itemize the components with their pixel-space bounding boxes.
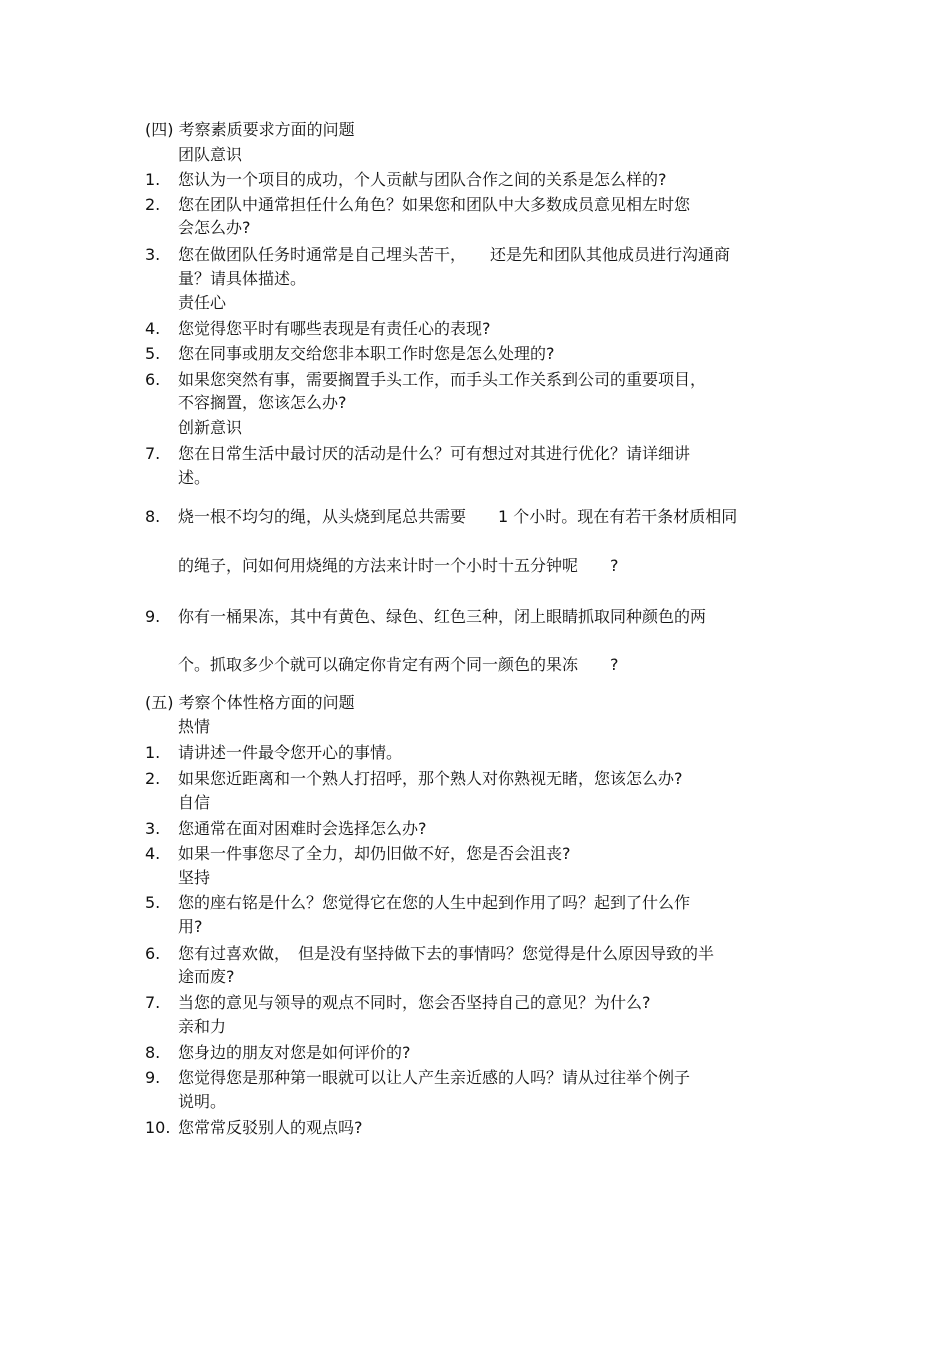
question-number: 7. bbox=[145, 993, 161, 1012]
question-number: 10. bbox=[145, 1118, 171, 1137]
subheading-responsibility: 责任心 bbox=[178, 293, 227, 312]
question-number: 2. bbox=[145, 769, 161, 788]
subheading-innovation: 创新意识 bbox=[178, 418, 243, 437]
question-text-continued: 的绳子，问如何用烧绳的方法来计时一个小时十五分钟呢 ? bbox=[178, 556, 619, 575]
question-text-continued: 途而废? bbox=[178, 967, 235, 986]
question-text: 您在团队中通常担任什么角色？如果您和团队中大多数成员意见相左时您 bbox=[178, 195, 691, 214]
question-text: 你有一桶果冻，其中有黄色、绿色、红色三种，闭上眼睛抓取同种颜色的两 bbox=[178, 607, 707, 626]
question-text: 烧一根不均匀的绳，从头烧到尾总共需要 1 个小时。现在有若干条材质相同 bbox=[178, 507, 738, 526]
section-4-title: (四) 考察素质要求方面的问题 bbox=[145, 120, 355, 139]
question-text: 如果您突然有事，需要搁置手头工作，而手头工作关系到公司的重要项目， bbox=[178, 370, 707, 389]
question-text-continued: 说明。 bbox=[178, 1092, 227, 1111]
question-text: 您的座右铭是什么？您觉得它在您的人生中起到作用了吗？起到了什么作 bbox=[178, 893, 691, 912]
question-text: 您有过喜欢做， 但是没有坚持做下去的事情吗？您觉得是什么原因导致的半 bbox=[178, 944, 715, 963]
question-text: 您在同事或朋友交给您非本职工作时您是怎么处理的? bbox=[178, 344, 555, 363]
question-number: 6. bbox=[145, 370, 161, 389]
subheading-confidence: 自信 bbox=[178, 793, 211, 812]
question-number: 1. bbox=[145, 743, 161, 762]
question-text: 如果一件事您尽了全力，却仍旧做不好，您是否会沮丧? bbox=[178, 844, 571, 863]
question-number: 3. bbox=[145, 819, 161, 838]
question-text: 您觉得您平时有哪些表现是有责任心的表现? bbox=[178, 319, 491, 338]
question-number: 8. bbox=[145, 507, 161, 526]
question-number: 5. bbox=[145, 344, 161, 363]
subheading-persistence: 坚持 bbox=[178, 868, 211, 887]
subheading-enthusiasm: 热情 bbox=[178, 717, 211, 736]
question-text: 您通常在面对困难时会选择怎么办? bbox=[178, 819, 427, 838]
question-number: 5. bbox=[145, 893, 161, 912]
question-number: 4. bbox=[145, 319, 161, 338]
question-number: 1. bbox=[145, 170, 161, 189]
question-number: 4. bbox=[145, 844, 161, 863]
question-text-continued: 会怎么办? bbox=[178, 218, 251, 237]
question-number: 7. bbox=[145, 444, 161, 463]
subheading-affinity: 亲和力 bbox=[178, 1017, 227, 1036]
question-number: 6. bbox=[145, 944, 161, 963]
question-text-continued: 用? bbox=[178, 917, 203, 936]
question-text-continued: 不容搁置，您该怎么办? bbox=[178, 393, 347, 412]
question-number: 9. bbox=[145, 1068, 161, 1087]
question-text: 当您的意见与领导的观点不同时，您会否坚持自己的意见？为什么? bbox=[178, 993, 651, 1012]
question-number: 8. bbox=[145, 1043, 161, 1062]
question-text: 您在日常生活中最讨厌的活动是什么？可有想过对其进行优化？请详细讲 bbox=[178, 444, 691, 463]
question-text-continued: 量？请具体描述。 bbox=[178, 269, 307, 288]
question-number: 9. bbox=[145, 607, 161, 626]
question-text: 您觉得您是那种第一眼就可以让人产生亲近感的人吗？请从过往举个例子 bbox=[178, 1068, 691, 1087]
question-number: 3. bbox=[145, 245, 161, 264]
question-text: 请讲述一件最令您开心的事情。 bbox=[178, 743, 403, 762]
question-text-continued: 述。 bbox=[178, 468, 211, 487]
question-text-continued: 个。抓取多少个就可以确定你肯定有两个同一颜色的果冻 ? bbox=[178, 655, 619, 674]
question-text: 如果您近距离和一个熟人打招呼，那个熟人对你熟视无睹，您该怎么办? bbox=[178, 769, 683, 788]
question-text: 您认为一个项目的成功，个人贡献与团队合作之间的关系是怎么样的? bbox=[178, 170, 667, 189]
section-5-title: (五) 考察个体性格方面的问题 bbox=[145, 693, 355, 712]
question-text: 您常常反驳别人的观点吗? bbox=[178, 1118, 363, 1137]
question-text: 您在做团队任务时通常是自己埋头苦干， 还是先和团队其他成员进行沟通商 bbox=[178, 245, 731, 264]
subheading-team-awareness: 团队意识 bbox=[178, 145, 243, 164]
question-number: 2. bbox=[145, 195, 161, 214]
question-text: 您身边的朋友对您是如何评价的? bbox=[178, 1043, 411, 1062]
